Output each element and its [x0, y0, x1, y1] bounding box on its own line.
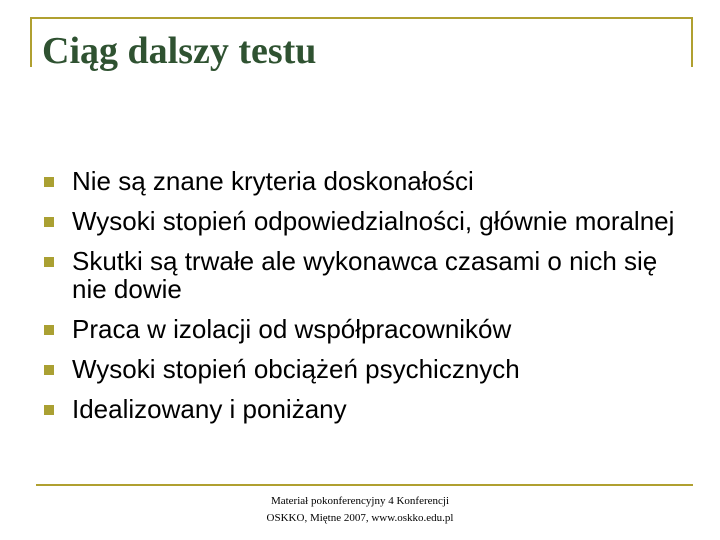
bullet-item — [44, 355, 684, 383]
bullet-list — [44, 167, 684, 435]
footer-rule — [36, 484, 693, 486]
bullet-text: Skutki są trwałe ale wykonawca czasami o nich się nie dowie — [72, 246, 658, 304]
square-bullet-icon — [44, 365, 54, 375]
bullet-text: Nie są znane kryteria doskonałości — [72, 166, 474, 196]
square-bullet-icon — [44, 405, 54, 415]
square-bullet-icon — [44, 177, 54, 187]
footer-note — [0, 493, 720, 527]
square-bullet-icon — [44, 257, 54, 267]
bullet-text: Praca w izolacji od współpracowników — [72, 314, 512, 344]
square-bullet-icon — [44, 325, 54, 335]
bullet-item — [44, 395, 684, 423]
bullet-item — [44, 315, 684, 343]
bullet-item — [44, 207, 684, 235]
bullet-text: Idealizowany i poniżany — [72, 394, 347, 424]
bullet-item — [44, 247, 684, 303]
bullet-text: Wysoki stopień odpowiedzialności, głównie moralnej — [72, 206, 675, 236]
title-frame-right-rule — [691, 17, 693, 67]
bullet-text: Wysoki stopień obciążeń psychicznych — [72, 354, 520, 384]
title-frame-top-rule — [30, 17, 693, 19]
title-frame-left-rule — [30, 17, 32, 67]
square-bullet-icon — [44, 217, 54, 227]
footer-line-2: OSKKO, Miętne 2007, www.oskko.edu.pl — [266, 512, 454, 524]
slide-title: Ciąg dalszy testu — [42, 30, 317, 72]
bullet-item — [44, 167, 684, 195]
footer-line-1: Materiał pokonferencyjny 4 Konferencji — [270, 495, 450, 507]
